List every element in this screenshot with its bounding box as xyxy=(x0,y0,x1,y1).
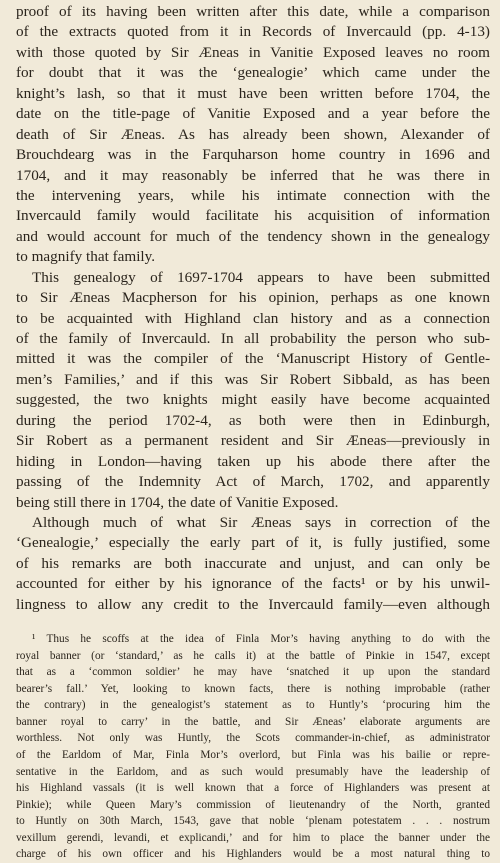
body-text-line: proof of its having been written after this date, while a comparison xyxy=(16,3,490,20)
body-text-line: hiding in London—having taken up his abode there after the xyxy=(16,452,490,470)
body-text-line: to magnify that family. xyxy=(16,248,156,266)
body-text-line: knight’s lash, so that it must have been written before 1704, the xyxy=(16,84,490,102)
body-text-line: Sir Robert as a permanent resident and Sir Æneas—previously in xyxy=(16,432,490,450)
footnote-line: his Highland vassals (it is well known that a force of Highlanders was present at xyxy=(16,782,490,795)
body-text-line: of his remarks are both inaccurate and unjust, and can only be xyxy=(16,554,490,572)
body-text xyxy=(16,2,490,615)
body-text-line: of the family of Invercauld. In all probability the person who sub- xyxy=(16,330,490,347)
footnote-line: that as a ‘common soldier’ he may have ‘snatched it up upon the standard xyxy=(16,666,490,679)
body-text-line: ‘Genealogie,’ especially the early part of it, is fully justified, some xyxy=(16,534,490,552)
body-text-line: the intervening years, while his intimate connection with the xyxy=(16,186,490,204)
body-text-line: Invercauld family would facilitate his acquisition of information xyxy=(16,207,490,225)
footnote-line: vexillum gerendi, levandi, et explicandi,’ and for him to place the banner under the xyxy=(16,831,490,844)
body-text-line: 1704, and it may reasonably be inferred that he was there in xyxy=(16,166,490,184)
footnote-line: of the Earldom of Mar, Finla Mor’s overlord, but Finla was his bailie or repre- xyxy=(16,748,490,761)
body-text-line: men’s Families,’ and if this was Sir Robert Sibbald, as has been xyxy=(16,370,490,388)
footnote-line: bearer’s fall.’ Yet, looking to known facts, there is nothing improbable (rather xyxy=(16,682,490,695)
body-text-line: to Sir Æneas Macpherson for his opinion, perhaps as one known xyxy=(16,289,490,307)
body-text-line: to be acquainted with Highland clan history and as a connection xyxy=(16,309,490,327)
body-text-line: of the extracts quoted from it in Records of Invercauld (pp. 4-13) xyxy=(16,23,490,41)
body-text-line: during the period 1702-4, as both were then in Edinburgh, xyxy=(16,411,490,429)
body-text-line: Brouchdearg was in the Farquharson home country in 1696 and xyxy=(16,146,490,164)
body-text-line: passing of the Indemnity Act of March, 1702, and apparently xyxy=(16,473,490,491)
body-text-line: date on the title-page of Vanitie Exposed and a year before the xyxy=(16,105,490,123)
footnote-line: banner royal to carry’ in the battle, and Sir Æneas’ elaborate arguments are xyxy=(16,715,490,728)
body-text-line: death of Sir Æneas. As has already been shown, Alexander of xyxy=(16,125,490,143)
body-text-line: for doubt that it was the ‘genealogie’ which came under the xyxy=(16,64,490,82)
body-text-line: with those quoted by Sir Æneas in Vanitie Exposed leaves no room xyxy=(16,43,490,61)
body-text-line: suggested, the two knights might easily have become acquainted xyxy=(16,391,490,409)
footnote-separator xyxy=(16,615,490,631)
footnotes xyxy=(16,631,490,863)
body-text-line: This genealogy of 1697-1704 appears to have been submitted xyxy=(32,268,490,286)
footnote-line: sentative in the Earldom, and as such would presumably have the leadership of xyxy=(16,765,490,778)
footnote-line: to Huntly on 30th March, 1543, gave that noble ‘plenam potestatem . . . nostrum xyxy=(16,815,490,828)
body-text-line: being still there in 1704, the date of Vanitie Exposed. xyxy=(16,493,339,511)
footnote-line: the contrary) in the genealogist’s statement as to Huntly’s ‘procuring him the xyxy=(16,699,490,712)
footnote-line: worthless. Not only was Huntly, the Scots commander-in-chief, as administrator xyxy=(16,732,490,745)
body-text-line: and would account for much of the tendency shown in the genealogy xyxy=(16,227,490,245)
footnote-line: ¹ Thus he scoffs at the idea of Finla Mor’s having anything to do with the xyxy=(32,633,490,646)
body-text-line: mitted it was the compiler of the ‘Manuscript History of Gentle- xyxy=(16,350,490,368)
body-text-line: accounted for either by his ignorance of the facts¹ or by his unwil- xyxy=(16,575,490,593)
footnote-line: royal banner (or ‘standard,’ as he calls it) at the battle of Pinkie in 1547, except xyxy=(16,649,490,662)
body-text-line: lingness to allow any credit to the Invercauld family—even although xyxy=(16,595,490,613)
footnote-line: charge of his own officer and his Highlanders would be a most natural thing to xyxy=(16,848,490,861)
footnote-line: Pinkie); while Queen Mary’s commission of lieutenandry of the North, granted xyxy=(16,798,490,811)
body-text-line: Although much of what Sir Æneas says in correction of the xyxy=(32,513,490,531)
